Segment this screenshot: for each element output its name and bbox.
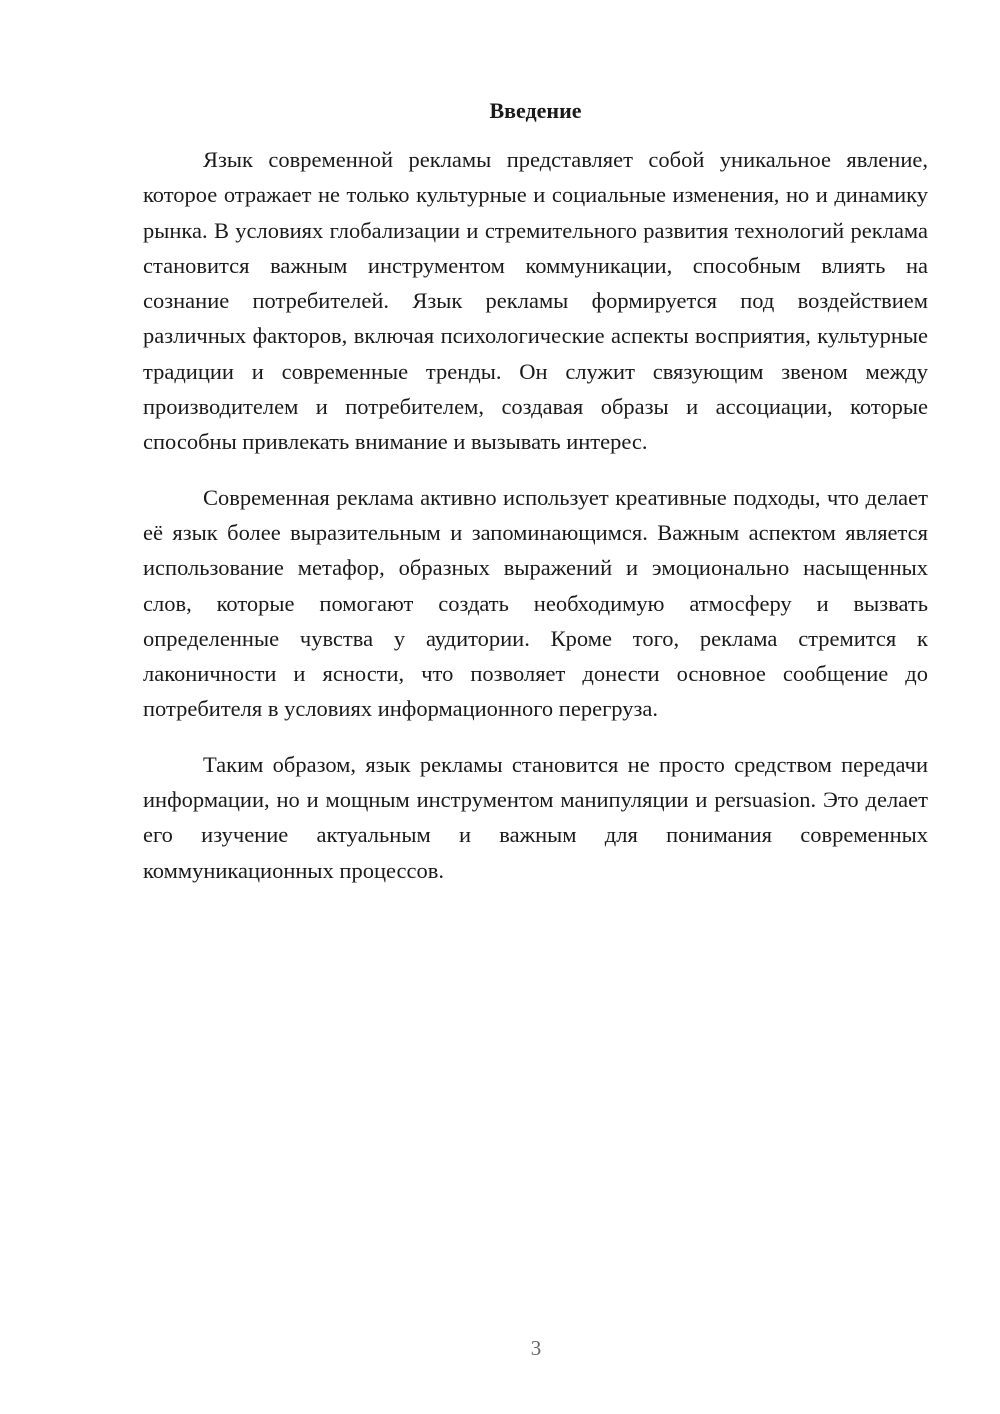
paragraph: Язык современной рекламы представляет собой уникальное явление, которое отражает не только культурные и социальные изменения, но и динамику рынка. В условиях глобализации и стремительного развития технологий реклама становится важным инструментом коммуникации, способным влиять на сознание потребителей. Язык рекламы формируется под воздействием различных факторов, включая психологические аспекты восприятия, культурные традиции и современные тренды. Он служит связующим звеном между производителем и потребителем, создавая образы и ассоциации, которые способны привлекать внимание и вызывать интерес.: [143, 147, 928, 455]
paragraph: Таким образом, язык рекламы становится не просто средством передачи информации, но и мощным инструментом манипуляции и persuasion. Это делает его изучение актуальным и важным для понимания современных коммуникационных процессов.: [143, 751, 928, 883]
section-title: Введение: [489, 98, 582, 123]
page-number: 3: [530, 1336, 542, 1360]
paragraph: Современная реклама активно использует креативные подходы, что делает её язык более выразительным и запоминающимся. Важным аспектом является использование метафор, образных выражений и эмоционально насыщенных слов, которые помогают создать необходимую атмосферу и вызвать определенные чувства у аудитории. Кроме того, реклама стремится к лаконичности и ясности, что позволяет донести основное сообщение до потребителя в условиях информационного перегруза.: [143, 484, 928, 722]
body-text: [143, 142, 928, 908]
